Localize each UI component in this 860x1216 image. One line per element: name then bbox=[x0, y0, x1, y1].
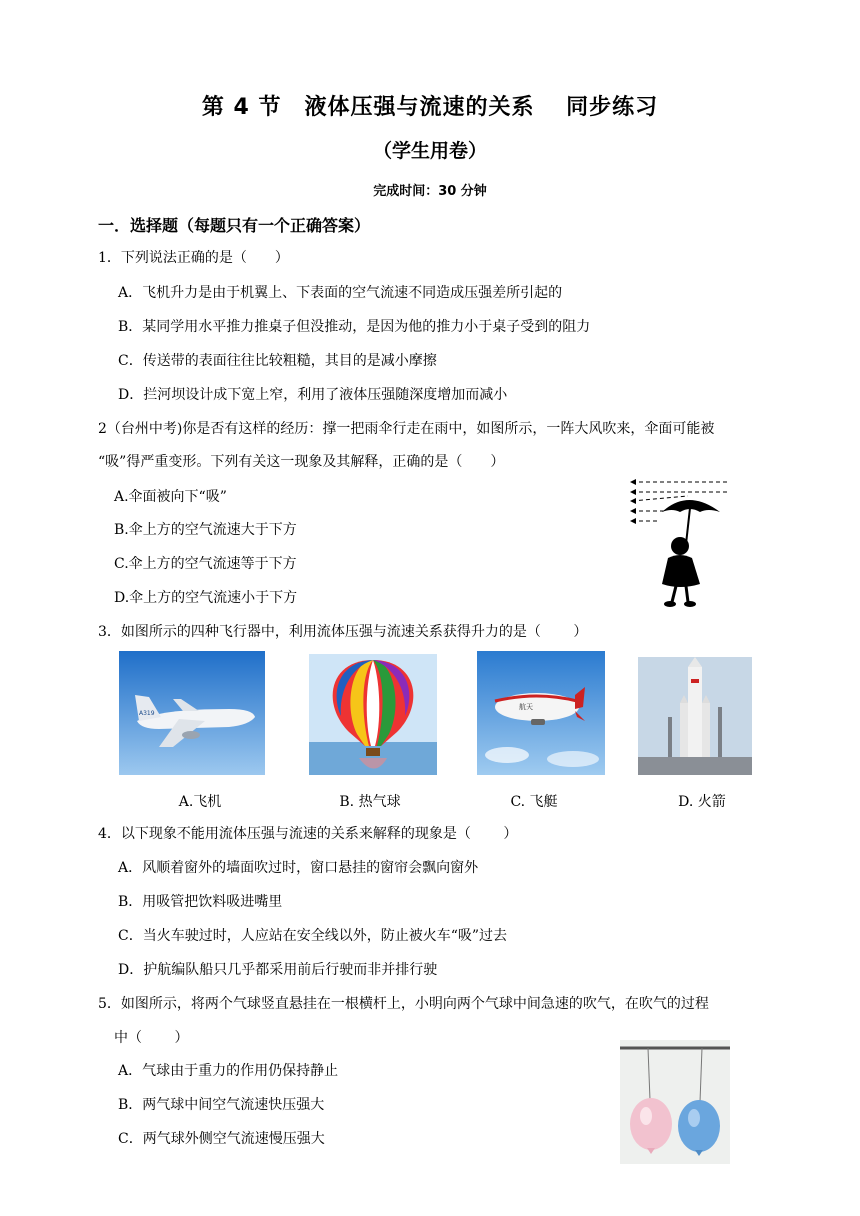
airship-text: 航天 bbox=[519, 703, 533, 711]
q4-stem: 4．以下现象不能用流体压强与流速的关系来解释的现象是（ ） bbox=[98, 826, 518, 842]
q5-option-b: B．两气球中间空气流速快压强大 bbox=[118, 1097, 325, 1113]
q4-option-b: B．用吸管把饮料吸进嘴里 bbox=[118, 894, 283, 910]
caption-hot-air-balloon: B. 热气球 bbox=[339, 794, 401, 810]
q2-option-c: C.伞上方的空气流速等于下方 bbox=[114, 556, 297, 572]
hot-air-balloon-image bbox=[309, 654, 437, 775]
q4-option-c: C．当火车驶过时，人应站在安全线以外，防止被火车“吸”过去 bbox=[118, 928, 508, 944]
rocket-image bbox=[638, 657, 752, 775]
caption-airplane: A.飞机 bbox=[178, 794, 222, 810]
q1-option-c: C．传送带的表面往往比较粗糙，其目的是减小摩擦 bbox=[118, 353, 437, 369]
page-title: 第 4 节 液体压强与流速的关系 同步练习 bbox=[201, 95, 659, 120]
plane-tail-text: A319 bbox=[139, 710, 155, 717]
q1-stem: 1．下列说法正确的是（ ） bbox=[98, 250, 289, 266]
completion-time: 完成时间：30 分钟 bbox=[373, 184, 487, 199]
page-subtitle: （学生用卷） bbox=[372, 140, 487, 162]
q2-option-d: D.伞上方的空气流速小于下方 bbox=[114, 590, 298, 606]
q5-option-a: A．气球由于重力的作用仍保持静止 bbox=[118, 1063, 339, 1079]
umbrella-figure bbox=[628, 474, 738, 608]
q1-option-d: D．拦河坝设计成下宽上窄，利用了液体压强随深度增加而减小 bbox=[118, 387, 508, 403]
balloons-figure bbox=[620, 1040, 730, 1164]
section-heading: 一．选择题（每题只有一个正确答案） bbox=[98, 216, 371, 235]
q5-option-c: C．两气球外侧空气流速慢压强大 bbox=[118, 1131, 325, 1147]
q1-option-a: A．飞机升力是由于机翼上、下表面的空气流速不同造成压强差所引起的 bbox=[118, 285, 563, 301]
q5-stem-line1: 5．如图所示，将两个气球竖直悬挂在一根横杆上，小明向两个气球中间急速的吹气，在吹气的过程 bbox=[98, 996, 709, 1012]
q1-option-b: B．某同学用水平推力推桌子但没推动，是因为他的推力小于桌子受到的阻力 bbox=[118, 319, 591, 335]
caption-rocket: D. 火箭 bbox=[678, 794, 726, 810]
q2-stem-line1: 2（台州中考)你是否有这样的经历：撑一把雨伞行走在雨中，如图所示，一阵大风吹来，伞面可能被 bbox=[98, 421, 715, 437]
q2-option-a: A.伞面被向下“吸” bbox=[114, 489, 227, 505]
q2-stem-line2: “吸”得严重变形。下列有关这一现象及其解释，正确的是（ ） bbox=[98, 454, 505, 470]
airship-image bbox=[477, 651, 605, 775]
q4-option-d: D．护航编队船只几乎都采用前后行驶而非并排行驶 bbox=[118, 962, 438, 978]
q3-stem: 3．如图所示的四种飞行器中，利用流体压强与流速关系获得升力的是（ ） bbox=[98, 624, 588, 640]
q2-option-b: B.伞上方的空气流速大于下方 bbox=[114, 522, 297, 538]
airplane-image bbox=[119, 651, 265, 775]
q4-option-a: A．风顺着窗外的墙面吹过时，窗口悬挂的窗帘会飘向窗外 bbox=[118, 860, 479, 876]
q5-stem-line2: 中（ ） bbox=[114, 1030, 189, 1046]
caption-airship: C. 飞艇 bbox=[510, 794, 558, 810]
